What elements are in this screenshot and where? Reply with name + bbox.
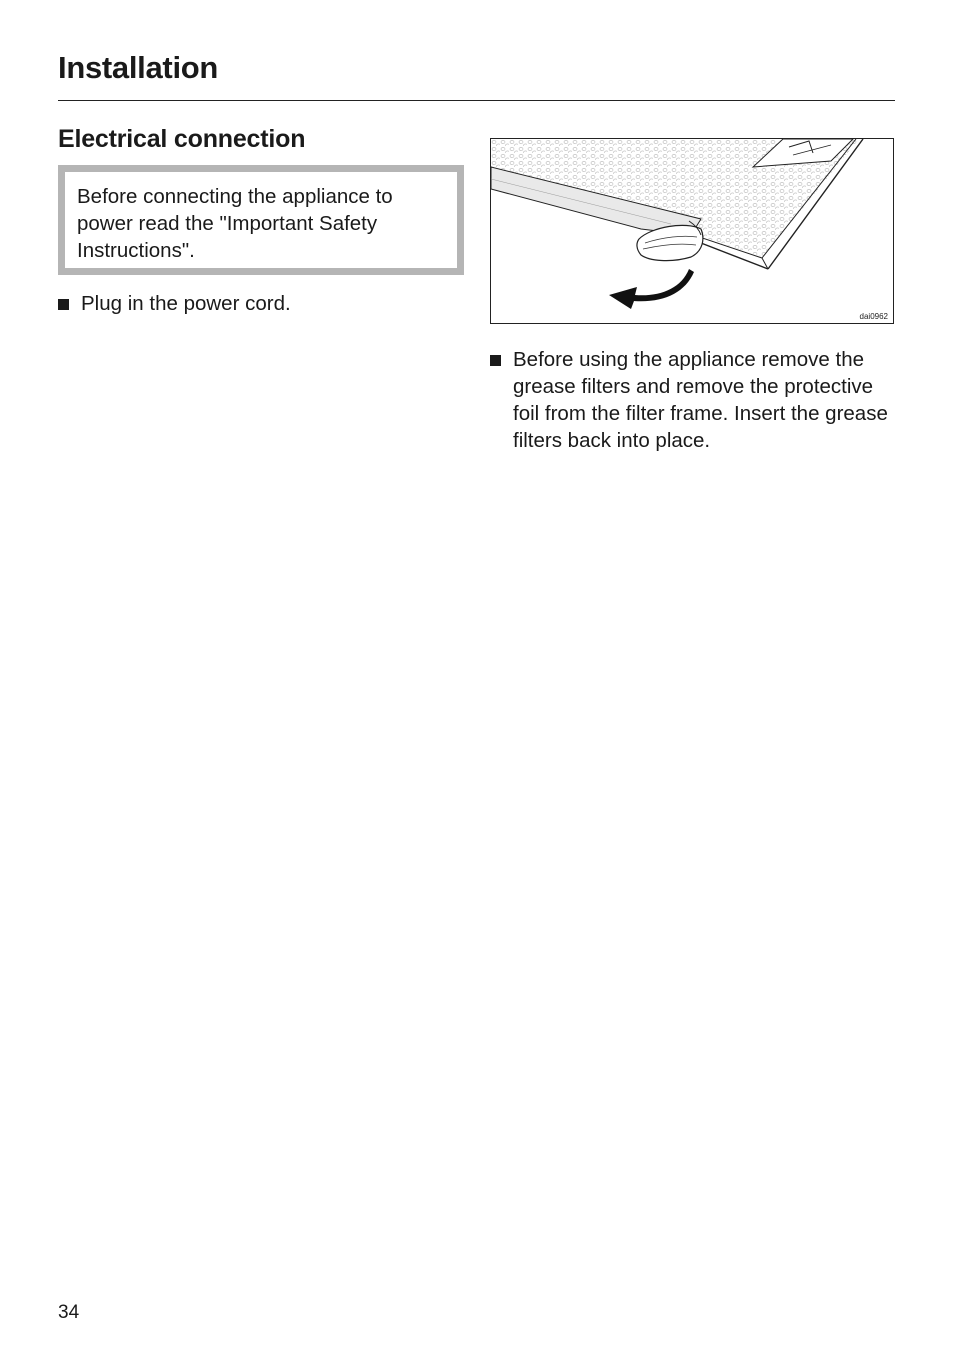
title-divider xyxy=(58,100,895,101)
list-item-text: Before using the appliance remove the grease filters and remove the protective foil from the filter frame. Insert the grease filters back into place. xyxy=(513,348,888,452)
section-heading: Electrical connection xyxy=(58,125,306,153)
page-number: 34 xyxy=(58,1302,80,1323)
list-item-text: Plug in the power cord. xyxy=(81,292,291,315)
safety-notice-text: Before connecting the appliance to power read the "Important Safety Instructions". xyxy=(77,185,393,262)
grease-filter-illustration xyxy=(490,138,894,324)
safety-notice-box xyxy=(58,165,464,275)
grease-filter-drawing xyxy=(491,139,893,323)
bullet-square-icon xyxy=(490,355,501,366)
figure-code: dai0962 xyxy=(859,312,888,321)
page-title: Installation xyxy=(58,50,219,85)
bullet-square-icon xyxy=(58,299,69,310)
